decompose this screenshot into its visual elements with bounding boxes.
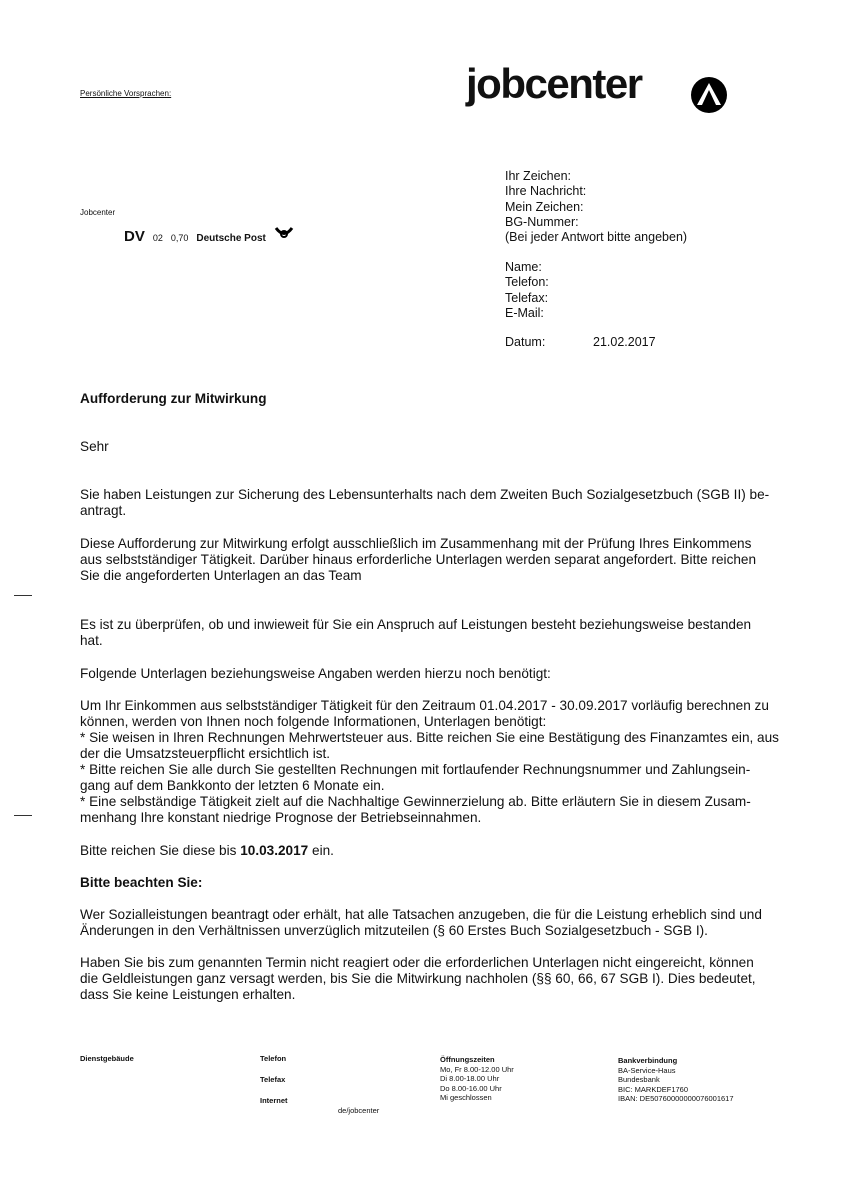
footer-bank	[618, 1056, 734, 1104]
text-line: Sie die angeforderten Unterlagen an das Team	[80, 568, 362, 583]
footer-fax: Telefax	[260, 1075, 286, 1084]
contact-fax: Telefax:	[505, 290, 549, 305]
deadline-pre: Bitte reichen Sie diese bis	[80, 843, 241, 858]
postage-dv: DV	[124, 228, 145, 245]
reference-block	[505, 169, 687, 245]
text-line: Haben Sie bis zum genannten Termin nicht reagiert oder die erforderlichen Unterlagen nicht eingereicht, können	[80, 955, 754, 970]
hours-line: Mo, Fr 8.00-12.00 Uhr	[440, 1064, 514, 1074]
text-line: Wer Sozialleistungen beantragt oder erhält, hat alle Tatsachen anzugeben, die für die Leistung erheblich sind und	[80, 907, 762, 922]
contact-phone: Telefon:	[505, 275, 549, 290]
text-line: antragt.	[80, 503, 127, 518]
fold-mark	[14, 815, 32, 816]
bank-title: Bankverbindung	[618, 1056, 678, 1065]
text-line: dass Sie keine Leistungen erhalten.	[80, 987, 296, 1002]
ref-note: (Bei jeder Antwort bitte angeben)	[505, 230, 688, 245]
text-line: * Bitte reichen Sie alle durch Sie gestellten Rechnungen mit fortlaufender Rechnungsnummer und Zahlungsein-	[80, 762, 751, 777]
arbeitsagentur-logo-icon	[690, 76, 728, 119]
contact-block	[505, 260, 549, 321]
text-line: * Eine selbständige Tätigkeit zielt auf die Nachhaltige Gewinnerzielung ab. Bitte erläutern Sie in diesem Zusam-	[80, 794, 751, 809]
ref-your-message: Ihre Nachricht:	[505, 184, 587, 199]
text-line: Diese Aufforderung zur Mitwirkung erfolgt ausschließlich im Zusammenhang mit der Prüfung Ihres Einkommens	[80, 536, 752, 551]
deadline-line	[80, 843, 810, 859]
paragraph-3	[80, 617, 810, 649]
hours-line: Di 8.00-18.00 Uhr	[440, 1074, 500, 1083]
text-line: Es ist zu überprüfen, ob und inwieweit für Sie ein Anspruch auf Leistungen besteht beziehungsweise bestanden	[80, 617, 752, 632]
sender-line: Jobcenter	[80, 208, 116, 217]
visits-label: Persönliche Vorsprachen:	[80, 89, 172, 98]
text-line: die Geldleistungen ganz versagt werden, bis Sie die Mitwirkung nachholen (§§ 60, 66, 67 SGB I). Dies bedeutet,	[80, 971, 756, 986]
paragraph-4	[80, 666, 810, 682]
paragraph-7	[80, 955, 810, 1003]
ref-my-sign: Mein Zeichen:	[505, 199, 584, 214]
bank-line: BIC: MARKDEF1760	[618, 1084, 689, 1094]
fold-mark	[14, 595, 32, 596]
note-heading: Bitte beachten Sie:	[80, 875, 203, 890]
footer-phone: Telefon	[260, 1054, 287, 1063]
bank-line: BA-Service-Haus	[618, 1065, 676, 1075]
ref-bg-number: BG-Nummer:	[505, 214, 579, 229]
deadline-date: 10.03.2017	[240, 843, 309, 858]
bank-line: IBAN: DE50760000000076001617	[618, 1094, 734, 1103]
text-line: Änderungen in den Verhältnissen unverzüglich mitzuteilen (§ 60 Erstes Buch Sozialgesetzbuch - SGB I).	[80, 923, 708, 938]
text-line: gang auf dem Bankkonto der letzten 6 Monate ein.	[80, 778, 385, 793]
footer-building: Dienstgebäude	[80, 1054, 134, 1063]
text-line: menhang Ihre konstant niedrige Prognose der Betriebseinnahmen.	[80, 810, 482, 825]
contact-email: E-Mail:	[505, 305, 544, 320]
bank-line: Bundesbank	[618, 1075, 660, 1084]
paragraph-6	[80, 907, 810, 939]
paragraph-1	[80, 487, 810, 519]
hours-line: Do 8.00-16.00 Uhr	[440, 1083, 502, 1093]
text-line: Um Ihr Einkommen aus selbstständiger Tätigkeit für den Zeitraum 01.04.2017 - 30.09.2017 vorläufig berechnen zu	[80, 698, 769, 713]
footer-hours	[440, 1055, 514, 1103]
text-line: der die Umsatzsteuerpflicht ersichtlich ist.	[80, 746, 331, 761]
ref-your-sign: Ihr Zeichen:	[505, 169, 572, 183]
postage-carrier: Deutsche Post	[196, 233, 266, 244]
footer-internet-value: de/jobcenter	[338, 1106, 380, 1115]
hours-line: Mi geschlossen	[440, 1093, 492, 1102]
jobcenter-logo-text: jobcenter	[466, 60, 642, 107]
hours-title: Öffnungszeiten	[440, 1055, 495, 1064]
paragraph-2	[80, 536, 810, 584]
footer-internet: Internet	[260, 1096, 288, 1105]
subject: Aufforderung zur Mitwirkung	[80, 391, 267, 406]
postage-price: 0,70	[170, 233, 189, 243]
text-line: können, werden von Ihnen noch folgende Informationen, Unterlagen benötigt:	[80, 714, 547, 729]
postage-mark	[124, 225, 294, 246]
text-line: hat.	[80, 633, 103, 648]
text-line: Sie haben Leistungen zur Sicherung des Lebensunterhalts nach dem Zweiten Buch Sozialgesetzbuch (SGB II) be-	[80, 487, 770, 502]
posthorn-icon	[274, 225, 294, 246]
postage-num: 02	[152, 233, 163, 243]
text-line: Folgende Unterlagen beziehungsweise Angaben werden hierzu noch benötigt:	[80, 666, 551, 681]
contact-name: Name:	[505, 260, 542, 274]
deadline-post: ein.	[308, 843, 334, 858]
paragraph-5	[80, 698, 810, 826]
date-label: Datum:	[505, 335, 546, 349]
date-value: 21.02.2017	[593, 335, 656, 349]
text-line: aus selbstständiger Tätigkeit. Darüber hinaus erforderliche Unterlagen werden separat angefordert. Bitte reichen	[80, 552, 757, 567]
salutation: Sehr	[80, 439, 109, 454]
text-line: * Sie weisen in Ihren Rechnungen Mehrwertsteuer aus. Bitte reichen Sie eine Bestätigung des Finanzamtes ein, aus	[80, 730, 779, 745]
